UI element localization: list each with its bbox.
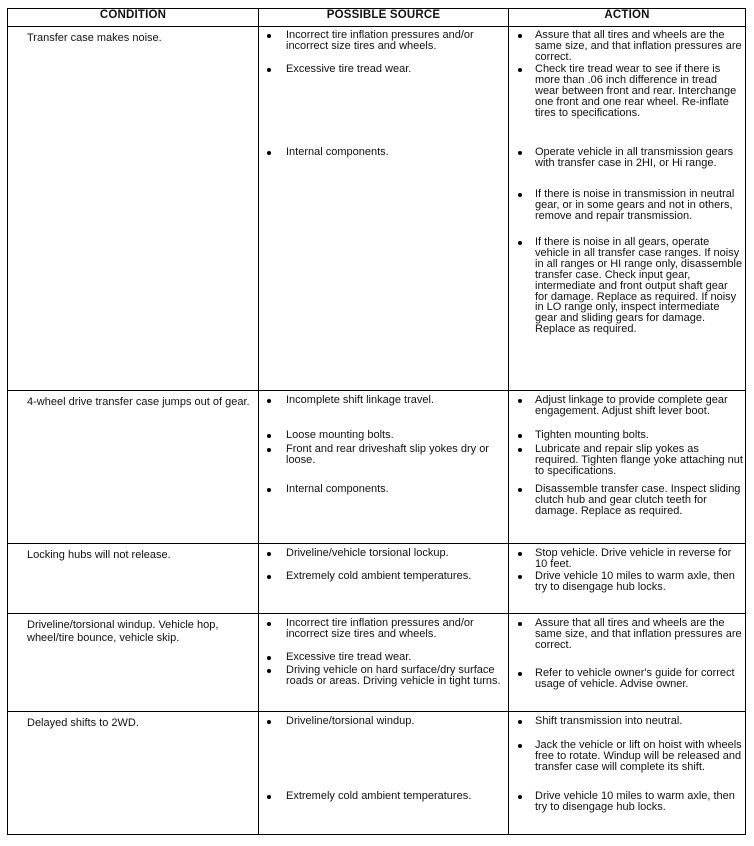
bullet-icon (518, 434, 522, 438)
source-item: Internal components. (259, 147, 508, 158)
source-item: Extremely cold ambient temperatures. (259, 571, 508, 582)
source-cell (259, 544, 509, 614)
header-possible-source: POSSIBLE SOURCE (259, 9, 509, 27)
action-item: Drive vehicle 10 miles to warm axle, then try to disengage hub locks. (509, 791, 745, 813)
bullet-icon (518, 795, 522, 799)
action-item: If there is noise in transmission in neutral gear, or in some gears and not in others, remove and repair transmission. (509, 189, 745, 222)
source-item: Extremely cold ambient temperatures. (259, 791, 508, 802)
action-item: Refer to vehicle owner's guide for correct usage of vehicle. Advise owner. (509, 668, 745, 690)
action-cell (509, 391, 746, 544)
table-row (8, 544, 746, 614)
action-item: Assure that all tires and wheels are the same size, and that inflation pressures are correct. (509, 30, 745, 63)
condition-text: 4-wheel drive transfer case jumps out of gear. (27, 396, 250, 408)
bullet-icon (267, 656, 271, 660)
bullet-icon (518, 672, 522, 676)
condition-text: Locking hubs will not release. (27, 549, 171, 561)
action-item: Stop vehicle. Drive vehicle in reverse for 10 feet. (509, 548, 745, 570)
condition-cell (8, 712, 259, 835)
bullet-icon (267, 434, 271, 438)
source-item: Incomplete shift linkage travel. (259, 395, 508, 406)
condition-cell (8, 614, 259, 712)
bullet-icon (267, 552, 271, 556)
source-item: Internal components. (259, 484, 508, 495)
source-item: Driveline/vehicle torsional lockup. (259, 548, 508, 559)
condition-cell (8, 391, 259, 544)
action-item: Shift transmission into neutral. (509, 716, 745, 727)
bullet-icon (267, 720, 271, 724)
action-item: Jack the vehicle or lift on hoist with wheels free to rotate. Windup will be released and transfer case will complete its shift. (509, 740, 745, 773)
action-item: If there is noise in all gears, operate vehicle in all transfer case ranges. If noisy in all ranges or HI range only, disassemble transfer case. Check input gear, intermediate and front output shaft gear for damage. Replace as required. If noisy in LO range only, inspect intermediate gear and sliding gears for damage. Replace as required. (509, 237, 745, 335)
action-item: Adjust linkage to provide complete gear engagement. Adjust shift lever boot. (509, 395, 745, 417)
action-item: Disassemble transfer case. Inspect sliding clutch hub and gear clutch teeth for damage. Replace as required. (509, 484, 745, 517)
action-item: Check tire tread wear to see if there is more than .06 inch difference in tread wear between front and rear. Interchange one front and one rear wheel. Re-inflate tires to specifications. (509, 64, 745, 119)
source-item: Excessive tire tread wear. (259, 652, 508, 663)
source-item: Incorrect tire inflation pressures and/or incorrect size tires and wheels. (259, 618, 508, 640)
bullet-icon (518, 241, 522, 245)
bullet-icon (267, 399, 271, 403)
source-item: Excessive tire tread wear. (259, 64, 508, 75)
bullet-icon (267, 575, 271, 579)
action-cell (509, 614, 746, 712)
header-row (8, 9, 746, 27)
source-cell (259, 27, 509, 391)
source-cell (259, 712, 509, 835)
condition-text: Driveline/torsional windup. Vehicle hop, wheel/tire bounce, vehicle skip. (27, 619, 219, 644)
source-cell (259, 391, 509, 544)
bullet-icon (267, 795, 271, 799)
condition-cell (8, 27, 259, 391)
action-cell (509, 544, 746, 614)
action-item: Operate vehicle in all transmission gears with transfer case in 2HI, or Hi range. (509, 147, 745, 169)
bullet-icon (518, 720, 522, 724)
bullet-icon (518, 488, 522, 492)
source-item: Driving vehicle on hard surface/dry surface roads or areas. Driving vehicle in tight turns. (259, 665, 508, 687)
source-cell (259, 614, 509, 712)
table-row (8, 614, 746, 712)
bullet-icon (267, 34, 271, 38)
action-item: Assure that all tires and wheels are the same size, and that inflation pressures are correct. (509, 618, 745, 651)
bullet-icon (267, 68, 271, 72)
bullet-icon (518, 193, 522, 197)
action-cell (509, 27, 746, 391)
condition-text: Delayed shifts to 2WD. (27, 717, 139, 729)
bullet-icon (267, 622, 271, 626)
header-condition: CONDITION (8, 9, 259, 27)
action-item: Lubricate and repair slip yokes as required. Tighten flange yoke attaching nut to specifications. (509, 444, 745, 477)
bullet-icon (518, 68, 522, 72)
bullet-icon (267, 448, 271, 452)
action-item: Drive vehicle 10 miles to warm axle, then try to disengage hub locks. (509, 571, 745, 593)
source-item: Loose mounting bolts. (259, 430, 508, 441)
bullet-icon (518, 34, 522, 38)
bullet-icon (518, 399, 522, 403)
source-item: Front and rear driveshaft slip yokes dry or loose. (259, 444, 508, 466)
bullet-icon (267, 669, 271, 673)
bullet-icon (518, 622, 522, 626)
diagnosis-table (7, 8, 746, 835)
condition-text: Transfer case makes noise. (27, 32, 162, 44)
action-item: Tighten mounting bolts. (509, 430, 745, 441)
header-action: ACTION (509, 9, 746, 27)
bullet-icon (518, 575, 522, 579)
bullet-icon (518, 552, 522, 556)
table-row (8, 391, 746, 544)
bullet-icon (518, 448, 522, 452)
table-row (8, 27, 746, 391)
bullet-icon (267, 488, 271, 492)
source-item: Incorrect tire inflation pressures and/or incorrect size tires and wheels. (259, 30, 508, 52)
bullet-icon (267, 151, 271, 155)
action-cell (509, 712, 746, 835)
bullet-icon (518, 744, 522, 748)
bullet-icon (518, 151, 522, 155)
source-item: Driveline/torsional windup. (259, 716, 508, 727)
table-row (8, 712, 746, 835)
condition-cell (8, 544, 259, 614)
